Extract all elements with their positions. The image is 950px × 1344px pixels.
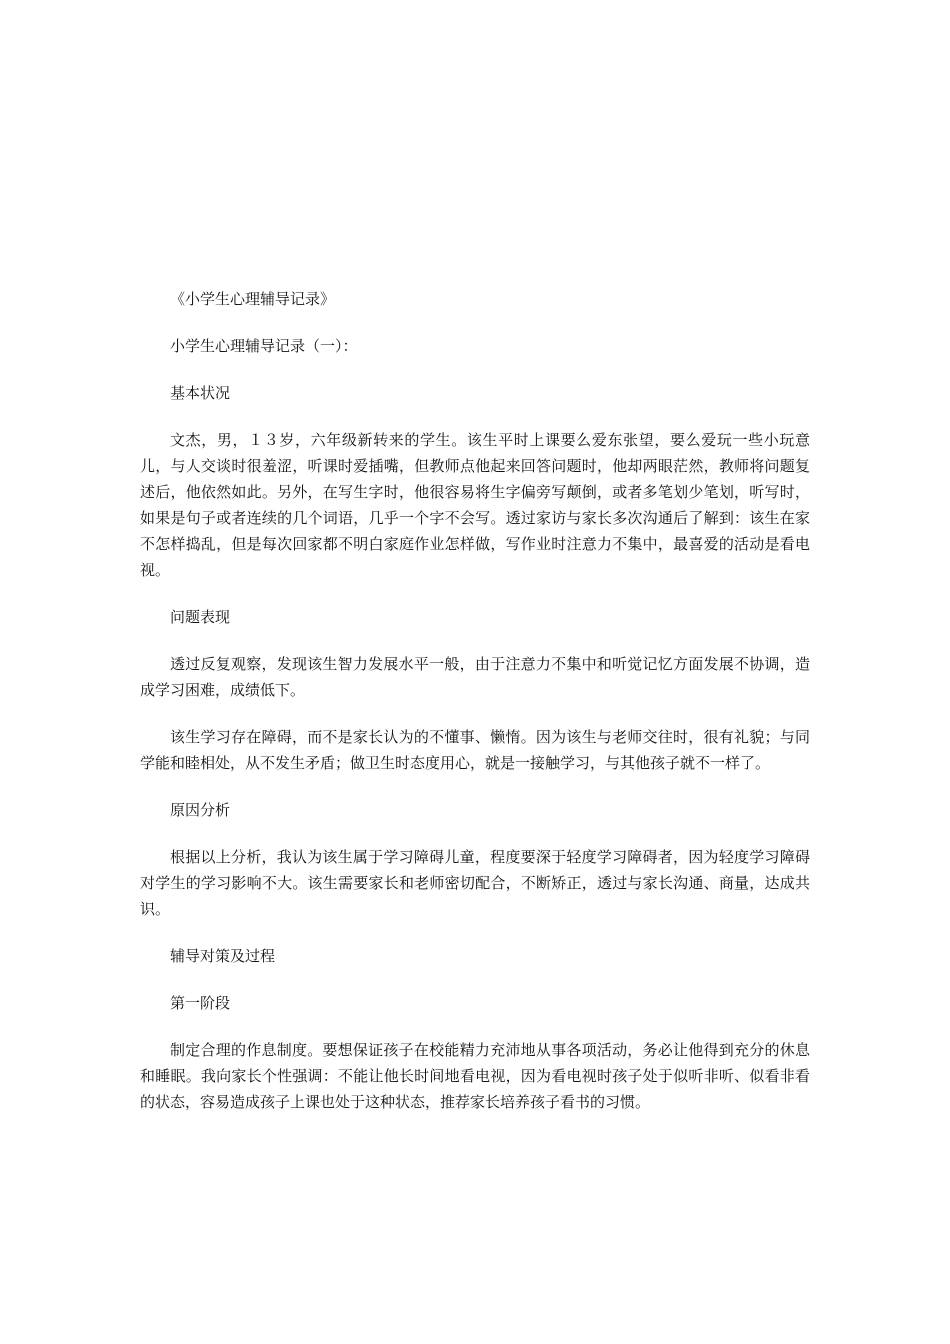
paragraph-stage1: 制定合理的作息制度。要想保证孩子在校能精力充沛地从事各项活动，务必让他得到充分的休息和睡眠。我向家长个性强调：不能让他长时间地看电视，因为看电视时孩子处于似听非听、似看非看的状态，容易造成孩子上课也处于这种状态，推荐家长培养孩子看书的习惯。: [140, 1041, 810, 1111]
section-heading-basic: 基本状况: [170, 384, 231, 402]
paragraph-basic: 文杰，男，１３岁，六年级新转来的学生。该生平时上课要么爱东张望，要么爱玩一些小玩意儿，与人交谈时很羞涩，听课时爱插嘴，但教师点他起来回答问题时，他却两眼茫然，教师将问题复述后，他依然如此。另外，在写生字时，他很容易将生字偏旁写颠倒，或者多笔划少笔划，听写时，如果是句子或者连续的几个词语，几乎一个字不会写。透过家访与家长多次沟通后了解到：该生在家不怎样捣乱，但是每次回家都不明白家庭作业怎样做，写作业时注意力不集中，最喜爱的活动是看电视。: [140, 431, 810, 579]
paragraph-problem-2: 该生学习存在障碍，而不是家长认为的不懂事、懒惰。因为该生与老师交往时，很有礼貌；与同学能和睦相处，从不发生矛盾；做卫生时态度用心，就是一接触学习，与其他孩子就不一样了。: [140, 728, 810, 772]
paragraph-problem-1: 透过反复观察，发现该生智力发展水平一般，由于注意力不集中和听觉记忆方面发展不协调，造成学习困难，成绩低下。: [140, 655, 810, 699]
section-heading-strategy: 辅导对策及过程: [170, 947, 276, 965]
paragraph-cause: 根据以上分析，我认为该生属于学习障碍儿童，程度要深于轻度学习障碍者，因为轻度学习障碍对学生的学习影响不大。该生需要家长和老师密切配合，不断矫正，透过与家长沟通、商量，达成共识。: [140, 848, 810, 918]
section-heading-stage1: 第一阶段: [170, 994, 231, 1012]
section-heading-cause: 原因分析: [170, 801, 231, 819]
document-page: [140, 286, 810, 1136]
document-title: 《小学生心理辅导记录》: [170, 290, 336, 308]
document-subtitle: 小学生心理辅导记录（一）：: [170, 337, 358, 355]
section-heading-problem: 问题表现: [170, 608, 231, 626]
